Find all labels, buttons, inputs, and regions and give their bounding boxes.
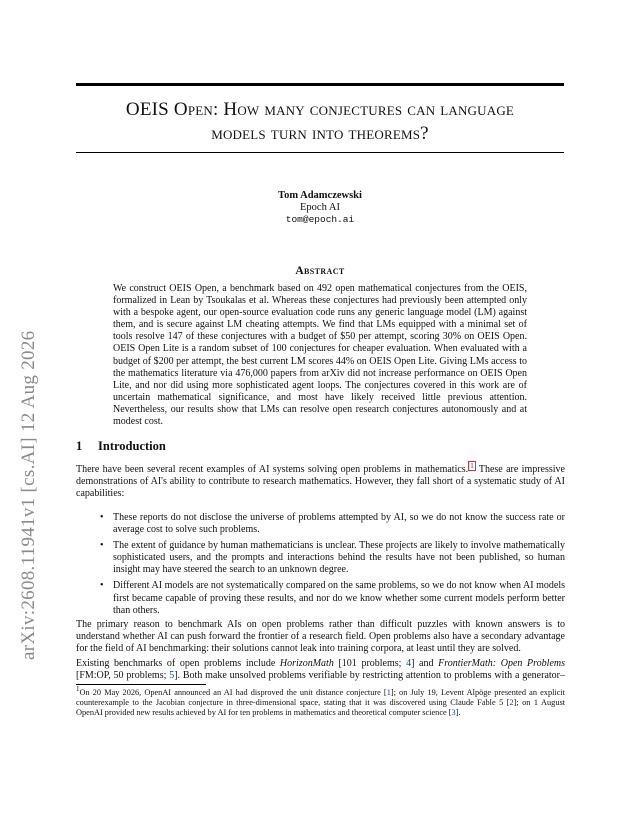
arxiv-identifier: arXiv:2608.11941v1 [cs.AI] 12 Aug 2026 xyxy=(18,330,39,660)
author-affiliation: Epoch AI xyxy=(300,202,340,213)
p3-text: [101 problems; xyxy=(333,658,407,669)
citation-link[interactable]: 1 xyxy=(386,688,391,697)
author-block xyxy=(0,190,640,226)
intro-paragraph-1 xyxy=(76,461,565,500)
footnote-marker[interactable]: 1 xyxy=(470,461,474,470)
abstract-heading: Abstract xyxy=(295,265,345,277)
author-email[interactable]: tom@epoch.ai xyxy=(285,214,355,225)
footnote-text: ]; on July 19, Levent Alpöge presented an explicit counterexample to the Jacobian conjecture in three-dimensional space, stating that it was discovered using Claude Fable 5 [ xyxy=(76,688,565,707)
author-name: Tom Adamczewski xyxy=(278,190,362,201)
footnote-rule xyxy=(76,684,206,685)
citation-link[interactable]: 2 xyxy=(509,698,514,707)
section-title: Introduction xyxy=(98,439,166,453)
intro-paragraph-3 xyxy=(76,658,565,682)
section-number: 1 xyxy=(76,439,83,453)
intro-bullet-list xyxy=(100,512,565,621)
title-top-rule xyxy=(76,83,564,86)
list-item: • These reports do not disclose the universe of problems attempted by AI, so we do not know the success rate or average cost to solve such problems. xyxy=(100,512,565,536)
title-line-1: OEIS Open: How many conjectures can language xyxy=(125,99,515,120)
list-item: • The extent of guidance by human mathematicians is unclear. These projects are likely to involve mathematically sophisticated users, and the prompts and interactions behind the results have not been published, so human insight may have steered the search to an unknown degree. xyxy=(100,540,565,576)
citation-link[interactable]: 5 xyxy=(169,670,175,682)
bullet-text: The extent of guidance by human mathematicians is unclear. These projects are likely to involve mathematically sophisticated users, and the prompts and interactions behind the results have not been published, so human insight may have steered the search to an unknown degree. xyxy=(113,540,565,576)
title-bottom-rule xyxy=(76,152,564,153)
bullet-text: Different AI models are not systematically compared on the same problems, so we do not know when AI models first became capable of proving these results, and nor do we know whether some current models perform better than others. xyxy=(113,580,565,616)
p3-text: ]. Both make unsolved problems verifiable by restricting attention to problems with a generator– xyxy=(174,670,565,682)
intro-p1-rest: These are impressive demonstrations of AI's ability to contribute to research mathematics. However, they fall short of a systematic study of AI capabilities: xyxy=(76,464,565,500)
horizonmath-name: HorizonMath xyxy=(279,658,334,669)
footnote-number: 1 xyxy=(76,685,80,694)
section-heading xyxy=(76,439,166,454)
title-line-2: models turn into theorems? xyxy=(211,123,429,144)
footnote-text: On 20 May 2026, OpenAI announced an AI had disproved the unit distance conjecture [ xyxy=(79,688,387,697)
citation-link[interactable]: 4 xyxy=(406,658,412,669)
p3-text: Existing benchmarks of open problems include xyxy=(76,658,280,669)
intro-p1-text: There have been several recent examples of AI systems solving open problems in mathematics. xyxy=(76,464,469,475)
list-item: • Different AI models are not systematically compared on the same problems, so we do not know when AI models first became capable of proving these results, and nor do we know whether some current models perform better than others. xyxy=(100,580,565,616)
bullet-text: These reports do not disclose the universe of problems attempted by AI, so we do not know the success rate or average cost to solve such problems. xyxy=(113,512,565,536)
frontiermath-name: FrontierMath: Open Problems xyxy=(438,658,565,669)
paper-title xyxy=(76,98,564,146)
p3-text: ] and xyxy=(411,658,439,669)
footnote-text: ]; on 1 August OpenAI provided new results achieved by AI for ten problems in mathematics and theoretical computer science [ xyxy=(76,698,565,717)
abstract-text: We construct OEIS Open, a benchmark based on 492 open mathematical conjectures from the OEIS, formalized in Lean by Tsoukalas et al. Whereas these conjectures had previously been attempted only with a bespoke agent, our open-source evaluation code runs any generic language model (LM) against them, and is secure against LM cheating attempts. We find that LMs equipped with a minimal set of tools resolve 147 of these conjectures with a budget of $50 per attempt, scoring 30% on OEIS Open. OEIS Open Lite is a random subset of 100 conjectures for cheaper evaluation. When evaluated with a budget of $200 per attempt, the best current LM scores 44% on OEIS Open Lite. Giving LMs access to the mathematics literature via 476,000 papers from arXiv did not increase performance on OEIS Open Lite, and nor did using more sophisticated agent loops. The conjectures covered in this work are of uncertain mathematical significance, and most have likely received little previous attention. Nevertheless, our results show that LMs can resolve open research conjectures autonomously and at modest cost. xyxy=(113,283,527,428)
citation-link[interactable]: 3 xyxy=(451,708,456,717)
intro-paragraph-2: The primary reason to benchmark AIs on open problems rather than difficult puzzles with known answers is to understand whether AI can push forward the frontier of a research field. Open problems also have a secondary advantage for the field of AI benchmarking: their solutions cannot leak into training corpora, at least until they are solved. xyxy=(76,619,565,655)
p3-text: [FM:OP, 50 problems; xyxy=(76,670,170,682)
footnote-text: ]. xyxy=(455,708,461,717)
footnote xyxy=(76,685,565,718)
